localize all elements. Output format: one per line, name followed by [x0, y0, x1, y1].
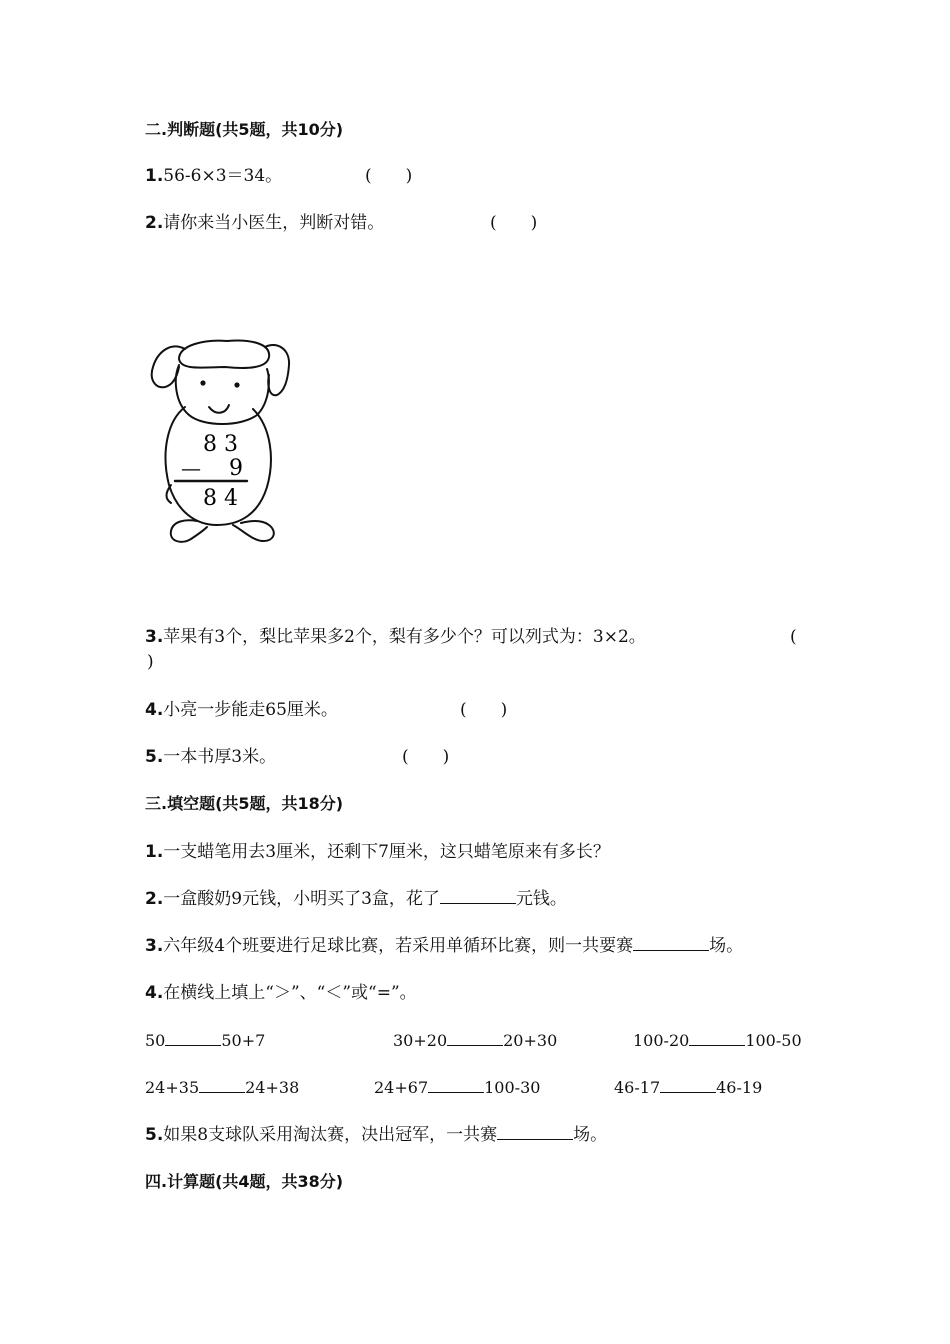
answer-paren-close[interactable]: )	[147, 652, 154, 672]
question-number: 4.	[145, 700, 164, 720]
question-number: 3.	[145, 936, 164, 956]
question-3-3	[145, 934, 743, 958]
question-text: 苹果有3个，梨比苹果多2个，梨有多少个？可以列式为：3×2。	[163, 627, 646, 647]
figure-subtrahend: 9	[229, 456, 243, 481]
answer-parentheses[interactable]: ( )	[460, 700, 508, 720]
question-text: 56-6×3＝34。	[163, 166, 283, 186]
question-2-1	[145, 164, 282, 188]
answer-blank[interactable]	[440, 887, 516, 904]
question-text: 请你来当小医生，判断对错。	[163, 213, 385, 233]
question-text-tail: 元钱。	[515, 889, 567, 909]
answer-parentheses[interactable]: ( )	[490, 213, 538, 233]
question-text: 在横线上填上“＞”、“＜”或“=”。	[163, 983, 417, 1003]
answer-blank[interactable]	[428, 1076, 484, 1093]
answer-parentheses[interactable]: ( )	[402, 747, 450, 767]
question-2-2	[145, 211, 384, 235]
question-3-2	[145, 887, 567, 911]
question-2-3	[145, 625, 646, 649]
question-number: 2.	[145, 213, 164, 233]
question-text-tail: 场。	[709, 936, 744, 956]
comparison-right: 100-30	[484, 1078, 541, 1097]
comparison-item	[374, 1076, 540, 1100]
comparison-right: 46-19	[716, 1078, 763, 1097]
comparison-left: 30+20	[393, 1031, 448, 1050]
question-number: 1.	[145, 842, 164, 862]
question-number: 5.	[145, 1125, 164, 1145]
comparison-right: 24+38	[245, 1078, 300, 1097]
comparison-item	[145, 1029, 265, 1053]
comparison-item	[633, 1029, 802, 1053]
comparison-left: 24+35	[145, 1078, 200, 1097]
answer-blank[interactable]	[633, 934, 709, 951]
question-text: 一盒酸奶9元钱，小明买了3盒，花了	[163, 889, 440, 909]
comparison-right: 100-50	[745, 1031, 802, 1050]
comparison-left: 50	[145, 1031, 166, 1050]
figure-minus-sign: —	[181, 456, 201, 480]
answer-blank[interactable]	[447, 1029, 503, 1046]
question-number: 1.	[145, 166, 164, 186]
comparison-item	[393, 1029, 557, 1053]
comparison-left: 24+67	[374, 1078, 429, 1097]
section-title-judgement: 二.判断题(共5题，共10分)	[145, 120, 344, 139]
question-2-4	[145, 698, 338, 722]
question-number: 5.	[145, 747, 164, 767]
answer-paren-open[interactable]: (	[790, 627, 797, 647]
question-2-5	[145, 745, 276, 769]
comparison-right: 20+30	[503, 1031, 558, 1050]
answer-blank[interactable]	[497, 1123, 573, 1140]
question-text: 小亮一步能走65厘米。	[163, 700, 338, 720]
answer-blank[interactable]	[689, 1029, 745, 1046]
question-3-5	[145, 1123, 607, 1147]
question-number: 4.	[145, 983, 164, 1003]
question-text: 如果8支球队采用淘汰赛，决出冠军，一共赛	[163, 1125, 498, 1145]
answer-blank[interactable]	[199, 1076, 245, 1093]
comparison-left: 100-20	[633, 1031, 690, 1050]
section-title-calculation: 四.计算题(共4题，共38分)	[145, 1172, 344, 1191]
figure-difference: 8 4	[203, 486, 238, 511]
question-3-4	[145, 981, 417, 1005]
question-number: 3.	[145, 627, 164, 647]
section-title-fill-in: 三.填空题(共5题，共18分)	[145, 794, 344, 813]
question-text: 六年级4个班要进行足球比赛，若采用单循环比赛，则一共要赛	[163, 936, 634, 956]
question-3-1	[145, 840, 610, 864]
puppy-subtraction-figure	[145, 335, 295, 555]
comparison-left: 46-17	[614, 1078, 661, 1097]
comparison-right: 50+7	[221, 1031, 266, 1050]
figure-minuend: 8 3	[203, 432, 238, 457]
question-text-tail: 场。	[573, 1125, 608, 1145]
question-text: 一本书厚3米。	[163, 747, 277, 767]
question-text: 一支蜡笔用去3厘米，还剩下7厘米，这只蜡笔原来有多长？	[163, 842, 610, 862]
answer-parentheses[interactable]: ( )	[365, 166, 413, 186]
comparison-item	[614, 1076, 762, 1100]
comparison-item	[145, 1076, 299, 1100]
answer-blank[interactable]	[165, 1029, 221, 1046]
question-number: 2.	[145, 889, 164, 909]
answer-blank[interactable]	[660, 1076, 716, 1093]
